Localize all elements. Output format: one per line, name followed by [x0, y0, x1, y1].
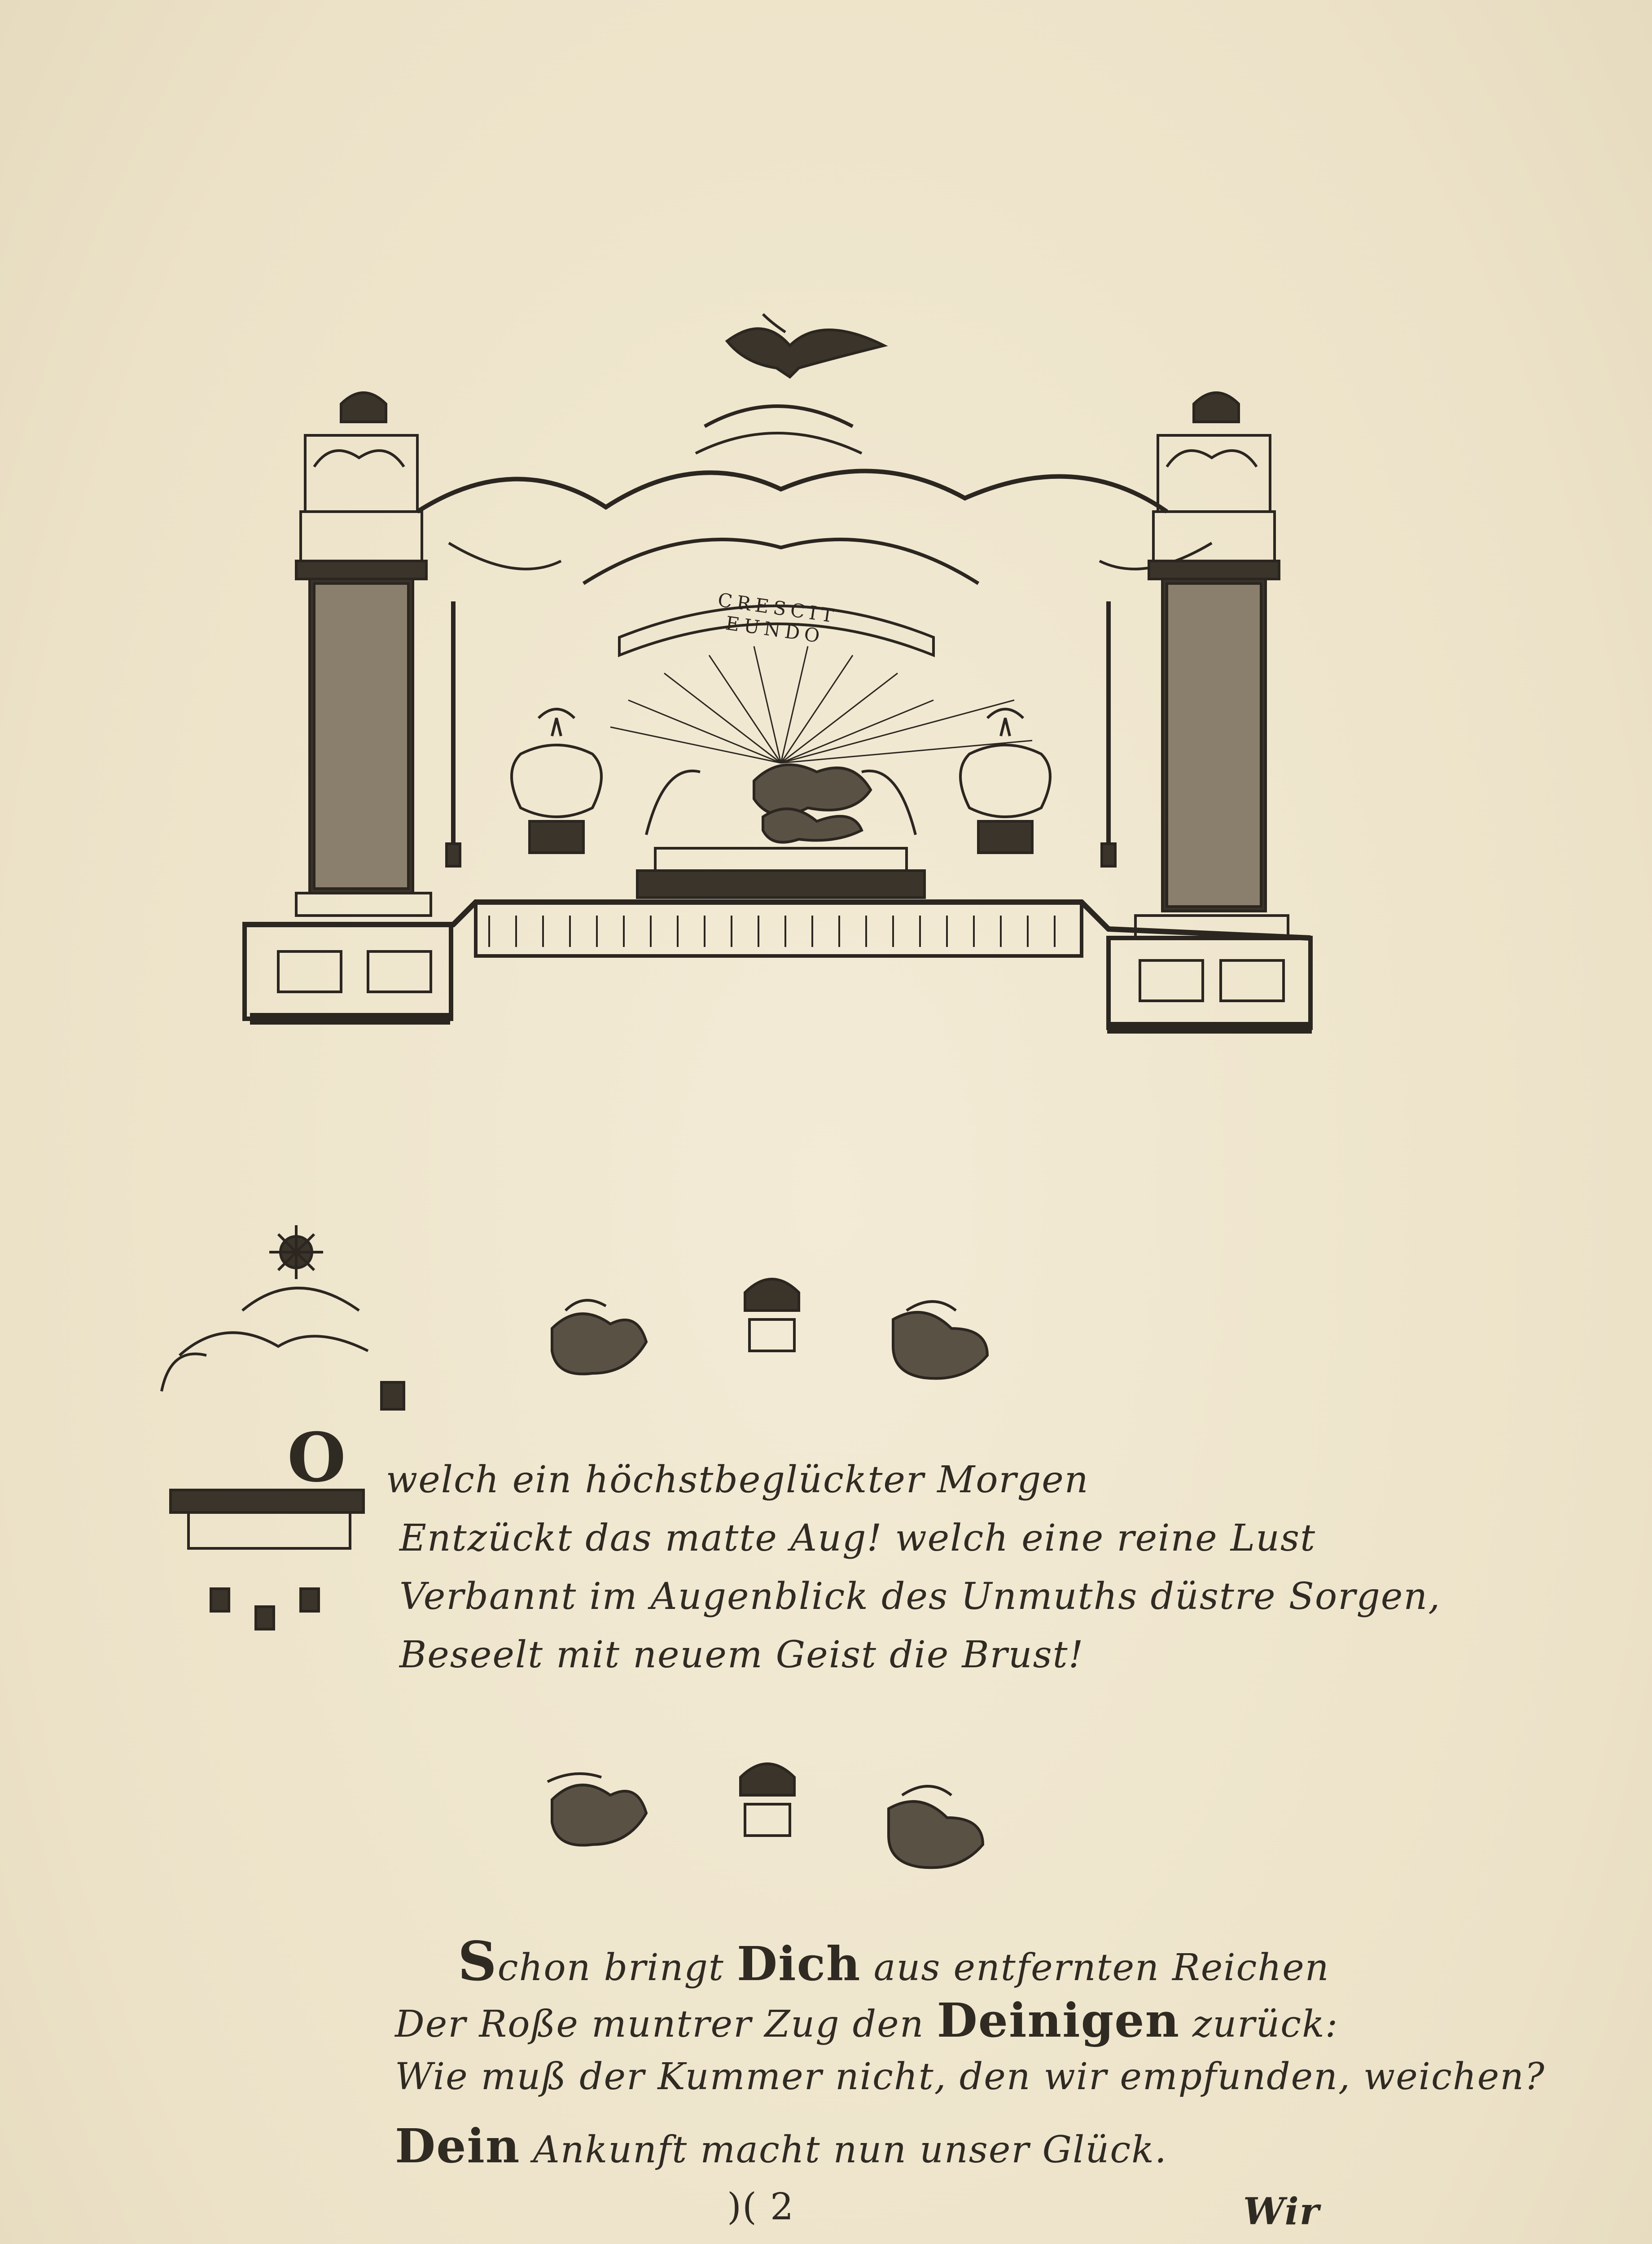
signature-mark: )( 2 [727, 2186, 795, 2228]
stanza1-dropcap: O [287, 1418, 347, 1497]
stanza2-line-1 [458, 1930, 1330, 1993]
stanza1-line-1: welch ein höchstbeglückter Morgen [386, 1459, 1089, 1501]
stanza1-line-2: Entzückt das matte Aug! welch eine reine Lust [399, 1517, 1316, 1560]
stanza2-initial: S [458, 1930, 498, 1993]
cherub-left-icon [548, 1774, 646, 1845]
stanza1-line-4: Beseelt mit neuem Geist die Brust! [399, 1634, 1084, 1676]
stanza1-line-3: Verbannt im Augenblick des Unmuths düstre Sorgen, [399, 1575, 1441, 1618]
stanza2-line-1-emphasis: Dich [736, 1936, 861, 1991]
stanza2-line-3: Wie muß der Kummer nicht, den wir empfunden, weichen? [395, 2056, 1546, 2098]
stanza2-line-4-b: Ankunft macht nun unser Glück. [533, 2129, 1167, 2171]
motto-text: CRESCIT EUNDO [716, 588, 840, 648]
crown-icon [741, 1764, 794, 1836]
stanza2-line-2-c: zurück: [1192, 2003, 1339, 2046]
stanza2-line-4 [395, 2118, 1167, 2174]
stanza2-line-1-c: aus entfernten Reichen [873, 1946, 1330, 1989]
stanza2-line-1-a: chon bringt [497, 1946, 724, 1989]
stanza2-line-4-emphasis: Dein [395, 2118, 521, 2174]
stanza2-line-2 [395, 1993, 1338, 2048]
catchword: Wir [1243, 2190, 1320, 2233]
stanza2-line-2-emphasis: Deinigen [937, 1993, 1180, 2048]
stanza2-line-2-a: Der Roße muntrer Zug den [395, 2003, 925, 2046]
cherub-right-icon [889, 1786, 983, 1867]
